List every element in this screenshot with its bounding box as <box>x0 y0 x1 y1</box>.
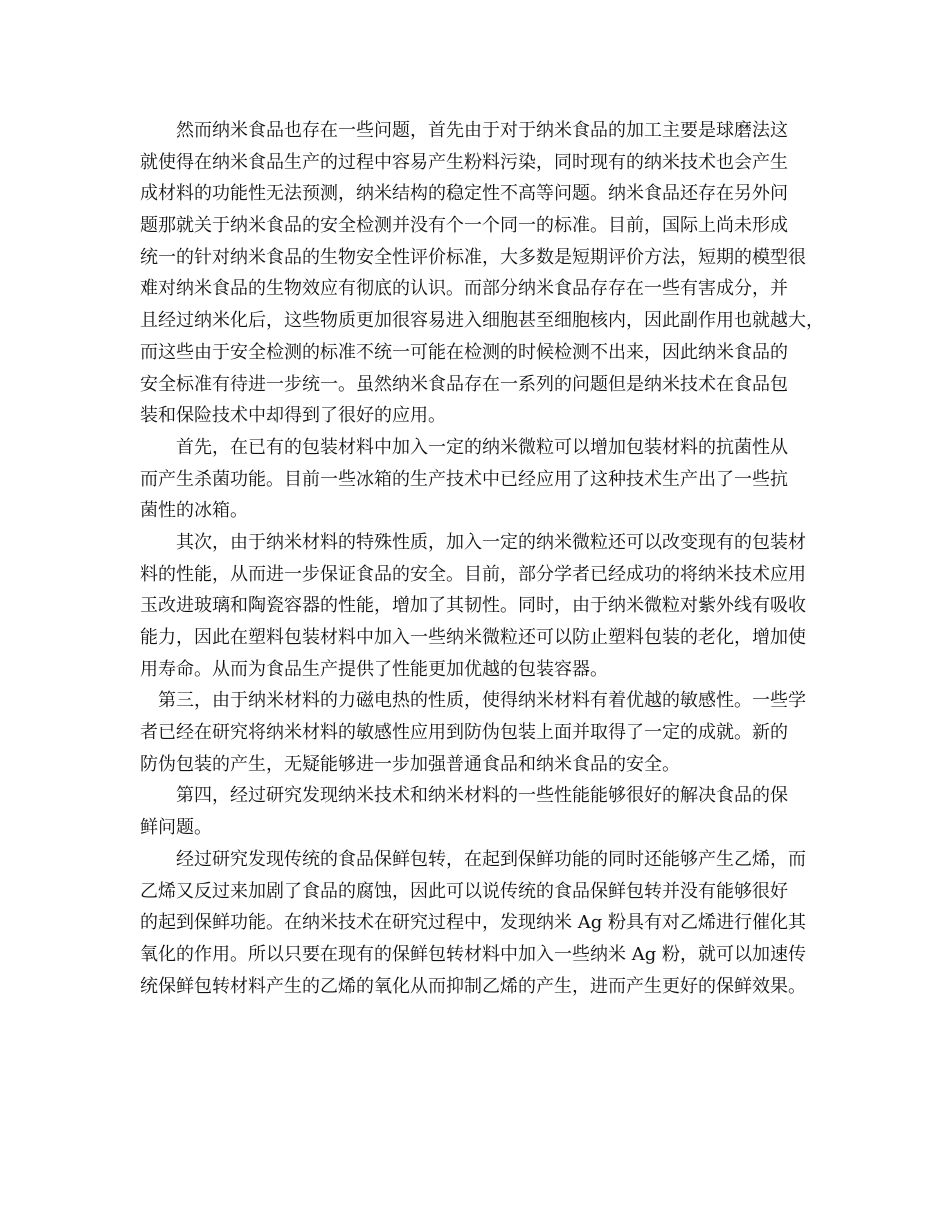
text-line: 安全标准有待进一步统一。虽然纳米食品存在一系列的问题但是纳米技术在食品包 <box>140 373 788 395</box>
text-line: 菌性的冰箱。 <box>140 500 248 522</box>
paragraph <box>140 432 820 527</box>
text-line: 就使得在纳米食品生产的过程中容易产生粉料污染，同时现有的纳米技术也会产生 <box>140 151 788 173</box>
text-line: 氧化的作用。所以只要在现有的保鲜包转材料中加入一些纳米 Ag 粉，就可以加速传 <box>140 943 806 965</box>
text-line: 而产生杀菌功能。目前一些冰箱的生产技术中已经应用了这种技术生产出了一些抗 <box>140 468 788 490</box>
text-line: 首先，在已有的包装材料中加入一定的纳米微粒可以增加包装材料的抗菌性从 <box>176 436 788 458</box>
text-line: 其次，由于纳米材料的特殊性质，加入一定的纳米微粒还可以改变现有的包装材 <box>176 531 806 553</box>
text-line: 统保鲜包转材料产生的乙烯的氧化从而抑制乙烯的产生，进而产生更好的保鲜效果。 <box>140 975 806 997</box>
paragraph <box>140 685 820 780</box>
text-line: 乙烯又反过来加剧了食品的腐蚀，因此可以说传统的食品保鲜包转并没有能够很好 <box>140 880 788 902</box>
text-line: 能力，因此在塑料包装材料中加入一些纳米微粒还可以防止塑料包装的老化，增加使 <box>140 627 806 648</box>
text-line: 者已经在研究将纳米材料的敏感性应用到防伪包装上面并取得了一定的成就。新的 <box>140 722 788 744</box>
text-line: 防伪包装的产生，无疑能够进一步加强普通食品和纳米食品的安全。 <box>140 753 680 775</box>
text-line: 玉改进玻璃和陶瓷容器的性能，增加了其韧性。同时，由于纳米微粒对紫外线有吸收 <box>140 595 806 617</box>
text-line: 经过研究发现传统的食品保鲜包转，在起到保鲜功能的同时还能够产生乙烯，而 <box>176 848 806 870</box>
paragraph <box>140 527 820 685</box>
paragraph <box>140 844 820 1002</box>
text-line: 的起到保鲜功能。在纳米技术在研究过程中，发现纳米 Ag 粉具有对乙烯进行催化其 <box>140 912 806 934</box>
text-line: 难对纳米食品的生物效应有彻底的认识。而部分纳米食品存存在一些有害成分，并 <box>140 278 788 300</box>
paragraph <box>140 115 824 432</box>
document-body <box>140 115 824 1002</box>
text-line: 题那就关于纳米食品的安全检测并没有个一个同一的标准。目前，国际上尚未形成 <box>140 215 788 237</box>
text-line: 用寿命。从而为食品生产提供了性能更加优越的包装容器。 <box>140 658 608 680</box>
text-line: 料的性能，从而进一步保证食品的安全。目前，部分学者已经成功的将纳米技术应用 <box>140 563 806 585</box>
text-line: 第四，经过研究发现纳米技术和纳米材料的一些性能能够很好的解决食品的保 <box>176 785 788 807</box>
text-line: 且经过纳米化后，这些物质更加很容易进入细胞甚至细胞核内，因此副作用也就越大， <box>140 310 824 332</box>
text-line: 而这些由于安全检测的标准不统一可能在检测的时候检测不出来，因此纳米食品的 <box>140 341 788 363</box>
text-line: 成材料的功能性无法预测，纳米结构的稳定性不高等问题。纳米食品还存在另外问 <box>140 183 788 205</box>
text-line: 然而纳米食品也存在一些问题，首先由于对于纳米食品的加工主要是球磨法这 <box>176 120 788 141</box>
text-line: 装和保险技术中却得到了很好的应用。 <box>140 405 446 427</box>
text-line: 鲜问题。 <box>140 817 212 839</box>
text-line: 第三，由于纳米材料的力磁电热的性质，使得纳米材料有着优越的敏感性。一些学 <box>158 690 806 712</box>
paragraph <box>140 780 820 843</box>
text-line: 统一的针对纳米食品的生物安全性评价标准，大多数是短期评价方法，短期的模型很 <box>140 246 806 268</box>
